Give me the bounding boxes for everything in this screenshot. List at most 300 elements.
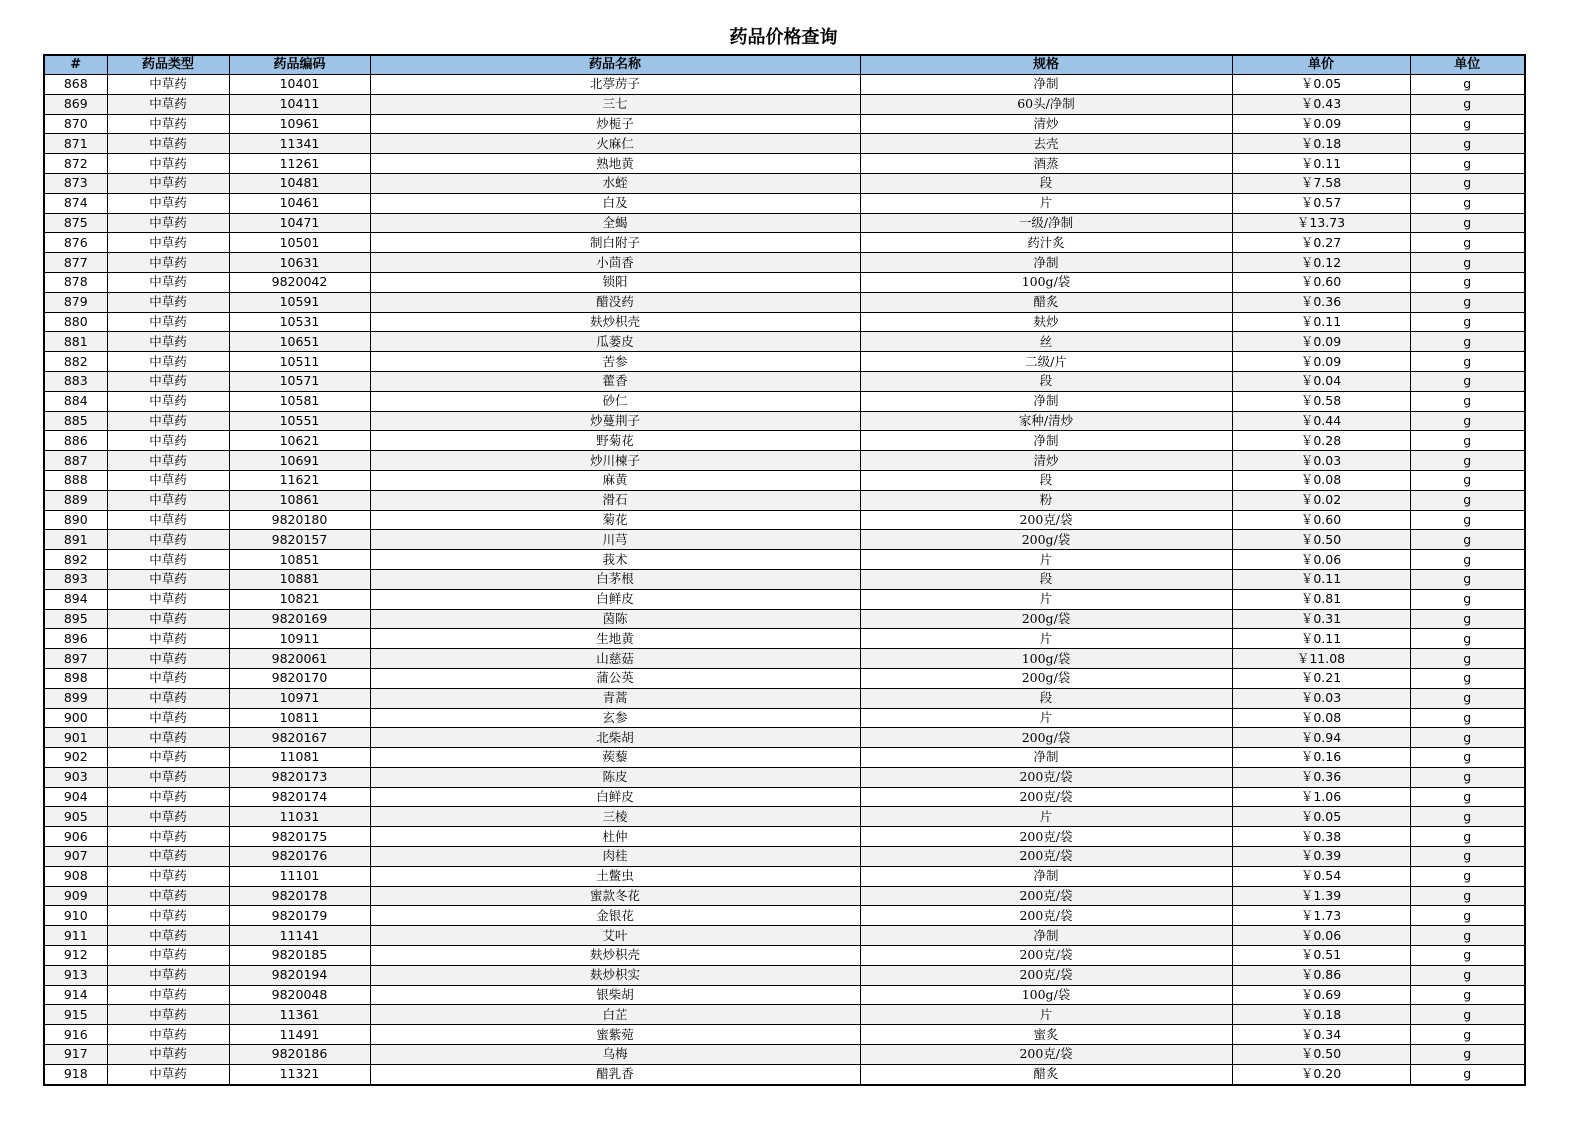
cell-drug-type: 中草药: [107, 292, 229, 312]
cell-drug-name: 艾叶: [370, 926, 860, 946]
table-row[interactable]: [44, 569, 1525, 589]
cell-index: 897: [44, 649, 107, 669]
cell-drug-type: 中草药: [107, 748, 229, 768]
table-row[interactable]: [44, 609, 1525, 629]
cell-drug-name: 肉桂: [370, 847, 860, 867]
cell-drug-code: 11491: [229, 1025, 370, 1045]
cell-unit: g: [1410, 926, 1525, 946]
cell-unit-price: ￥0.51: [1232, 946, 1410, 966]
cell-spec: 丝: [860, 332, 1232, 352]
header-row: [44, 55, 1525, 75]
table-row[interactable]: [44, 352, 1525, 372]
cell-unit-price: ￥0.02: [1232, 490, 1410, 510]
table-row[interactable]: [44, 272, 1525, 292]
table-row[interactable]: [44, 550, 1525, 570]
cell-drug-code: 10401: [229, 75, 370, 95]
cell-drug-code: 10471: [229, 213, 370, 233]
table-row[interactable]: [44, 886, 1525, 906]
cell-index: 884: [44, 391, 107, 411]
table-row[interactable]: [44, 629, 1525, 649]
cell-drug-type: 中草药: [107, 688, 229, 708]
table-row[interactable]: [44, 1045, 1525, 1065]
cell-drug-code: 11031: [229, 807, 370, 827]
cell-unit: g: [1410, 688, 1525, 708]
table-row[interactable]: [44, 965, 1525, 985]
cell-drug-name: 蒺藜: [370, 748, 860, 768]
table-row[interactable]: [44, 1064, 1525, 1084]
cell-drug-type: 中草药: [107, 371, 229, 391]
cell-index: 871: [44, 134, 107, 154]
cell-drug-code: 11621: [229, 470, 370, 490]
table-row[interactable]: [44, 213, 1525, 233]
cell-unit-price: ￥0.44: [1232, 411, 1410, 431]
cell-drug-name: 杜仲: [370, 827, 860, 847]
cell-unit: g: [1410, 312, 1525, 332]
cell-drug-name: 银柴胡: [370, 985, 860, 1005]
cell-drug-type: 中草药: [107, 906, 229, 926]
cell-drug-type: 中草药: [107, 75, 229, 95]
table-row[interactable]: [44, 253, 1525, 273]
cell-spec: 净制: [860, 866, 1232, 886]
cell-drug-type: 中草药: [107, 411, 229, 431]
cell-drug-type: 中草药: [107, 926, 229, 946]
cell-unit: g: [1410, 253, 1525, 273]
column-header-index[interactable]: #: [44, 55, 107, 75]
cell-drug-code: 9820176: [229, 847, 370, 867]
cell-unit: g: [1410, 827, 1525, 847]
cell-unit: g: [1410, 767, 1525, 787]
cell-drug-name: 麻黄: [370, 470, 860, 490]
cell-unit: g: [1410, 154, 1525, 174]
cell-index: 911: [44, 926, 107, 946]
cell-drug-name: 乌梅: [370, 1045, 860, 1065]
cell-unit-price: ￥7.58: [1232, 173, 1410, 193]
cell-drug-code: 10821: [229, 589, 370, 609]
table-row[interactable]: [44, 431, 1525, 451]
cell-spec: 一级/净制: [860, 213, 1232, 233]
table-row[interactable]: [44, 1005, 1525, 1025]
cell-unit: g: [1410, 708, 1525, 728]
cell-drug-type: 中草药: [107, 94, 229, 114]
cell-unit-price: ￥0.05: [1232, 807, 1410, 827]
cell-index: 903: [44, 767, 107, 787]
cell-unit: g: [1410, 1064, 1525, 1084]
cell-spec: 200克/袋: [860, 787, 1232, 807]
table-row[interactable]: [44, 292, 1525, 312]
table-row[interactable]: [44, 391, 1525, 411]
cell-unit-price: ￥0.58: [1232, 391, 1410, 411]
cell-drug-code: 11361: [229, 1005, 370, 1025]
cell-drug-code: 11261: [229, 154, 370, 174]
cell-drug-name: 金银花: [370, 906, 860, 926]
table-row[interactable]: [44, 827, 1525, 847]
table-row[interactable]: [44, 312, 1525, 332]
table-header: [44, 55, 1525, 75]
cell-spec: 蜜炙: [860, 1025, 1232, 1045]
cell-drug-type: 中草药: [107, 233, 229, 253]
cell-spec: 100g/袋: [860, 985, 1232, 1005]
cell-unit-price: ￥0.43: [1232, 94, 1410, 114]
cell-index: 885: [44, 411, 107, 431]
cell-drug-name: 水蛭: [370, 173, 860, 193]
cell-drug-name: 白鲜皮: [370, 787, 860, 807]
cell-unit: g: [1410, 668, 1525, 688]
cell-drug-type: 中草药: [107, 1025, 229, 1045]
cell-unit-price: ￥0.31: [1232, 609, 1410, 629]
cell-drug-code: 10971: [229, 688, 370, 708]
table-row[interactable]: [44, 510, 1525, 530]
cell-unit-price: ￥0.86: [1232, 965, 1410, 985]
cell-drug-type: 中草药: [107, 391, 229, 411]
table-row[interactable]: [44, 787, 1525, 807]
cell-unit: g: [1410, 94, 1525, 114]
cell-drug-name: 青蒿: [370, 688, 860, 708]
table-row[interactable]: [44, 451, 1525, 471]
cell-spec: 去壳: [860, 134, 1232, 154]
cell-drug-type: 中草药: [107, 866, 229, 886]
cell-spec: 200g/袋: [860, 530, 1232, 550]
cell-spec: 净制: [860, 391, 1232, 411]
table-row[interactable]: [44, 985, 1525, 1005]
cell-unit: g: [1410, 965, 1525, 985]
cell-spec: 清炒: [860, 114, 1232, 134]
cell-drug-type: 中草药: [107, 807, 229, 827]
cell-drug-code: 10581: [229, 391, 370, 411]
cell-drug-type: 中草药: [107, 629, 229, 649]
cell-drug-code: 10461: [229, 193, 370, 213]
cell-drug-code: 10961: [229, 114, 370, 134]
cell-spec: 麸炒: [860, 312, 1232, 332]
cell-unit-price: ￥0.21: [1232, 668, 1410, 688]
cell-spec: 200克/袋: [860, 847, 1232, 867]
cell-drug-code: 9820167: [229, 728, 370, 748]
cell-unit: g: [1410, 1025, 1525, 1045]
cell-drug-name: 全蝎: [370, 213, 860, 233]
cell-drug-type: 中草药: [107, 1045, 229, 1065]
cell-drug-name: 醋没药: [370, 292, 860, 312]
price-table: [43, 54, 1526, 1086]
cell-unit-price: ￥0.09: [1232, 352, 1410, 372]
cell-unit: g: [1410, 292, 1525, 312]
cell-drug-type: 中草药: [107, 134, 229, 154]
cell-index: 900: [44, 708, 107, 728]
cell-drug-code: 10551: [229, 411, 370, 431]
cell-unit: g: [1410, 847, 1525, 867]
cell-spec: 200克/袋: [860, 946, 1232, 966]
cell-spec: 200克/袋: [860, 827, 1232, 847]
cell-drug-type: 中草药: [107, 767, 229, 787]
cell-index: 875: [44, 213, 107, 233]
cell-index: 881: [44, 332, 107, 352]
cell-drug-name: 熟地黄: [370, 154, 860, 174]
cell-unit-price: ￥0.09: [1232, 114, 1410, 134]
cell-index: 887: [44, 451, 107, 471]
table-row[interactable]: [44, 470, 1525, 490]
cell-drug-name: 陈皮: [370, 767, 860, 787]
table-row[interactable]: [44, 75, 1525, 95]
table-row[interactable]: [44, 94, 1525, 114]
cell-unit: g: [1410, 787, 1525, 807]
cell-spec: 200g/袋: [860, 728, 1232, 748]
cell-unit: g: [1410, 807, 1525, 827]
cell-index: 883: [44, 371, 107, 391]
cell-spec: 段: [860, 173, 1232, 193]
table-row[interactable]: [44, 728, 1525, 748]
table-row[interactable]: [44, 114, 1525, 134]
cell-drug-code: 9820061: [229, 649, 370, 669]
cell-drug-name: 滑石: [370, 490, 860, 510]
cell-drug-type: 中草药: [107, 253, 229, 273]
cell-spec: 段: [860, 470, 1232, 490]
cell-drug-name: 茵陈: [370, 609, 860, 629]
cell-unit: g: [1410, 173, 1525, 193]
table-row[interactable]: [44, 332, 1525, 352]
cell-index: 869: [44, 94, 107, 114]
cell-unit-price: ￥1.73: [1232, 906, 1410, 926]
cell-drug-type: 中草药: [107, 510, 229, 530]
cell-unit: g: [1410, 233, 1525, 253]
cell-unit: g: [1410, 134, 1525, 154]
column-header-unit[interactable]: 单位: [1410, 55, 1525, 75]
cell-spec: 片: [860, 589, 1232, 609]
cell-unit-price: ￥11.08: [1232, 649, 1410, 669]
table-row[interactable]: [44, 233, 1525, 253]
cell-unit-price: ￥0.60: [1232, 510, 1410, 530]
table-row[interactable]: [44, 668, 1525, 688]
cell-drug-name: 土鳖虫: [370, 866, 860, 886]
column-header-unit-price[interactable]: 单价: [1232, 55, 1410, 75]
cell-unit: g: [1410, 431, 1525, 451]
cell-drug-code: 9820169: [229, 609, 370, 629]
cell-index: 901: [44, 728, 107, 748]
cell-drug-code: 11101: [229, 866, 370, 886]
cell-index: 917: [44, 1045, 107, 1065]
cell-drug-name: 蜜款冬花: [370, 886, 860, 906]
cell-drug-type: 中草药: [107, 490, 229, 510]
cell-unit-price: ￥1.39: [1232, 886, 1410, 906]
cell-drug-type: 中草药: [107, 114, 229, 134]
table-row[interactable]: [44, 946, 1525, 966]
cell-index: 914: [44, 985, 107, 1005]
cell-drug-code: 9820174: [229, 787, 370, 807]
table-row[interactable]: [44, 154, 1525, 174]
cell-index: 898: [44, 668, 107, 688]
table-row[interactable]: [44, 688, 1525, 708]
cell-index: 908: [44, 866, 107, 886]
cell-drug-name: 砂仁: [370, 391, 860, 411]
cell-drug-code: 9820170: [229, 668, 370, 688]
cell-drug-code: 11341: [229, 134, 370, 154]
cell-unit: g: [1410, 589, 1525, 609]
cell-index: 876: [44, 233, 107, 253]
cell-unit-price: ￥0.50: [1232, 1045, 1410, 1065]
page-title: 药品价格查询: [729, 27, 838, 48]
cell-spec: 净制: [860, 253, 1232, 273]
cell-drug-code: 9820048: [229, 985, 370, 1005]
cell-drug-type: 中草药: [107, 946, 229, 966]
cell-drug-type: 中草药: [107, 193, 229, 213]
cell-unit-price: ￥0.36: [1232, 292, 1410, 312]
table-row[interactable]: [44, 173, 1525, 193]
cell-unit-price: ￥0.34: [1232, 1025, 1410, 1045]
cell-index: 890: [44, 510, 107, 530]
table-row[interactable]: [44, 490, 1525, 510]
cell-drug-name: 麸炒枳壳: [370, 312, 860, 332]
cell-index: 874: [44, 193, 107, 213]
cell-drug-code: 9820186: [229, 1045, 370, 1065]
cell-unit-price: ￥0.04: [1232, 371, 1410, 391]
cell-drug-type: 中草药: [107, 530, 229, 550]
cell-drug-type: 中草药: [107, 965, 229, 985]
table-row[interactable]: [44, 748, 1525, 768]
cell-drug-name: 生地黄: [370, 629, 860, 649]
cell-spec: 净制: [860, 926, 1232, 946]
cell-drug-code: 10691: [229, 451, 370, 471]
cell-drug-code: 9820194: [229, 965, 370, 985]
cell-index: 882: [44, 352, 107, 372]
cell-spec: 60头/净制: [860, 94, 1232, 114]
cell-unit-price: ￥0.06: [1232, 550, 1410, 570]
table-row[interactable]: [44, 807, 1525, 827]
cell-unit-price: ￥0.05: [1232, 75, 1410, 95]
cell-drug-name: 炒蔓荆子: [370, 411, 860, 431]
cell-spec: 200克/袋: [860, 1045, 1232, 1065]
cell-drug-type: 中草药: [107, 649, 229, 669]
cell-index: 907: [44, 847, 107, 867]
table-body: [44, 75, 1525, 1085]
cell-drug-type: 中草药: [107, 451, 229, 471]
cell-spec: 200g/袋: [860, 668, 1232, 688]
cell-spec: 清炒: [860, 451, 1232, 471]
cell-drug-name: 野菊花: [370, 431, 860, 451]
cell-unit-price: ￥0.36: [1232, 767, 1410, 787]
column-header-drug-name[interactable]: 药品名称: [370, 55, 860, 75]
cell-spec: 净制: [860, 431, 1232, 451]
cell-index: 896: [44, 629, 107, 649]
cell-drug-type: 中草药: [107, 1005, 229, 1025]
cell-unit-price: ￥0.11: [1232, 569, 1410, 589]
cell-unit: g: [1410, 530, 1525, 550]
table-row[interactable]: [44, 649, 1525, 669]
cell-spec: 酒蒸: [860, 154, 1232, 174]
cell-spec: 片: [860, 708, 1232, 728]
cell-index: 893: [44, 569, 107, 589]
cell-drug-name: 蒲公英: [370, 668, 860, 688]
table-row[interactable]: [44, 589, 1525, 609]
table-row[interactable]: [44, 866, 1525, 886]
cell-spec: 片: [860, 629, 1232, 649]
cell-unit-price: ￥0.50: [1232, 530, 1410, 550]
cell-drug-code: 9820180: [229, 510, 370, 530]
table-row[interactable]: [44, 708, 1525, 728]
column-header-drug-type[interactable]: 药品类型: [107, 55, 229, 75]
cell-unit: g: [1410, 371, 1525, 391]
cell-drug-type: 中草药: [107, 589, 229, 609]
cell-drug-name: 玄参: [370, 708, 860, 728]
cell-spec: 200g/袋: [860, 609, 1232, 629]
cell-unit-price: ￥0.94: [1232, 728, 1410, 748]
cell-drug-name: 白及: [370, 193, 860, 213]
column-header-drug-code[interactable]: 药品编码: [229, 55, 370, 75]
cell-drug-name: 三七: [370, 94, 860, 114]
cell-unit: g: [1410, 649, 1525, 669]
cell-index: 870: [44, 114, 107, 134]
table-row[interactable]: [44, 906, 1525, 926]
cell-drug-name: 麸炒枳实: [370, 965, 860, 985]
cell-unit: g: [1410, 1005, 1525, 1025]
cell-spec: 醋炙: [860, 1064, 1232, 1084]
cell-unit-price: ￥0.06: [1232, 926, 1410, 946]
cell-unit: g: [1410, 946, 1525, 966]
cell-drug-name: 白茅根: [370, 569, 860, 589]
cell-drug-code: 10861: [229, 490, 370, 510]
cell-drug-code: 10651: [229, 332, 370, 352]
cell-unit: g: [1410, 748, 1525, 768]
cell-drug-type: 中草药: [107, 213, 229, 233]
cell-index: 872: [44, 154, 107, 174]
cell-drug-code: 11141: [229, 926, 370, 946]
cell-unit: g: [1410, 510, 1525, 530]
cell-unit: g: [1410, 470, 1525, 490]
cell-drug-code: 9820157: [229, 530, 370, 550]
cell-drug-name: 制白附子: [370, 233, 860, 253]
cell-drug-code: 10481: [229, 173, 370, 193]
cell-drug-code: 9820178: [229, 886, 370, 906]
column-header-spec[interactable]: 规格: [860, 55, 1232, 75]
cell-drug-type: 中草药: [107, 787, 229, 807]
cell-spec: 片: [860, 807, 1232, 827]
cell-drug-code: 10631: [229, 253, 370, 273]
cell-spec: 200克/袋: [860, 510, 1232, 530]
table-row[interactable]: [44, 1025, 1525, 1045]
cell-unit-price: ￥0.60: [1232, 272, 1410, 292]
table-row[interactable]: [44, 767, 1525, 787]
table-row[interactable]: [44, 926, 1525, 946]
cell-drug-type: 中草药: [107, 668, 229, 688]
cell-unit: g: [1410, 411, 1525, 431]
cell-unit: g: [1410, 906, 1525, 926]
table-row[interactable]: [44, 411, 1525, 431]
cell-drug-code: 11321: [229, 1064, 370, 1084]
cell-unit-price: ￥0.27: [1232, 233, 1410, 253]
cell-index: 889: [44, 490, 107, 510]
cell-unit-price: ￥0.08: [1232, 708, 1410, 728]
cell-drug-code: 10811: [229, 708, 370, 728]
table-row[interactable]: [44, 193, 1525, 213]
table-row[interactable]: [44, 371, 1525, 391]
cell-drug-code: 10531: [229, 312, 370, 332]
cell-spec: 100g/袋: [860, 272, 1232, 292]
cell-drug-type: 中草药: [107, 431, 229, 451]
table-row[interactable]: [44, 847, 1525, 867]
cell-index: 910: [44, 906, 107, 926]
cell-drug-type: 中草药: [107, 550, 229, 570]
table-row[interactable]: [44, 134, 1525, 154]
cell-drug-name: 苦参: [370, 352, 860, 372]
cell-unit-price: ￥0.16: [1232, 748, 1410, 768]
cell-drug-type: 中草药: [107, 847, 229, 867]
cell-spec: 段: [860, 688, 1232, 708]
cell-unit: g: [1410, 451, 1525, 471]
table-row[interactable]: [44, 530, 1525, 550]
cell-drug-type: 中草药: [107, 173, 229, 193]
cell-unit: g: [1410, 629, 1525, 649]
cell-unit: g: [1410, 75, 1525, 95]
cell-drug-name: 锁阳: [370, 272, 860, 292]
cell-unit-price: ￥0.11: [1232, 312, 1410, 332]
cell-drug-code: 11081: [229, 748, 370, 768]
cell-index: 902: [44, 748, 107, 768]
